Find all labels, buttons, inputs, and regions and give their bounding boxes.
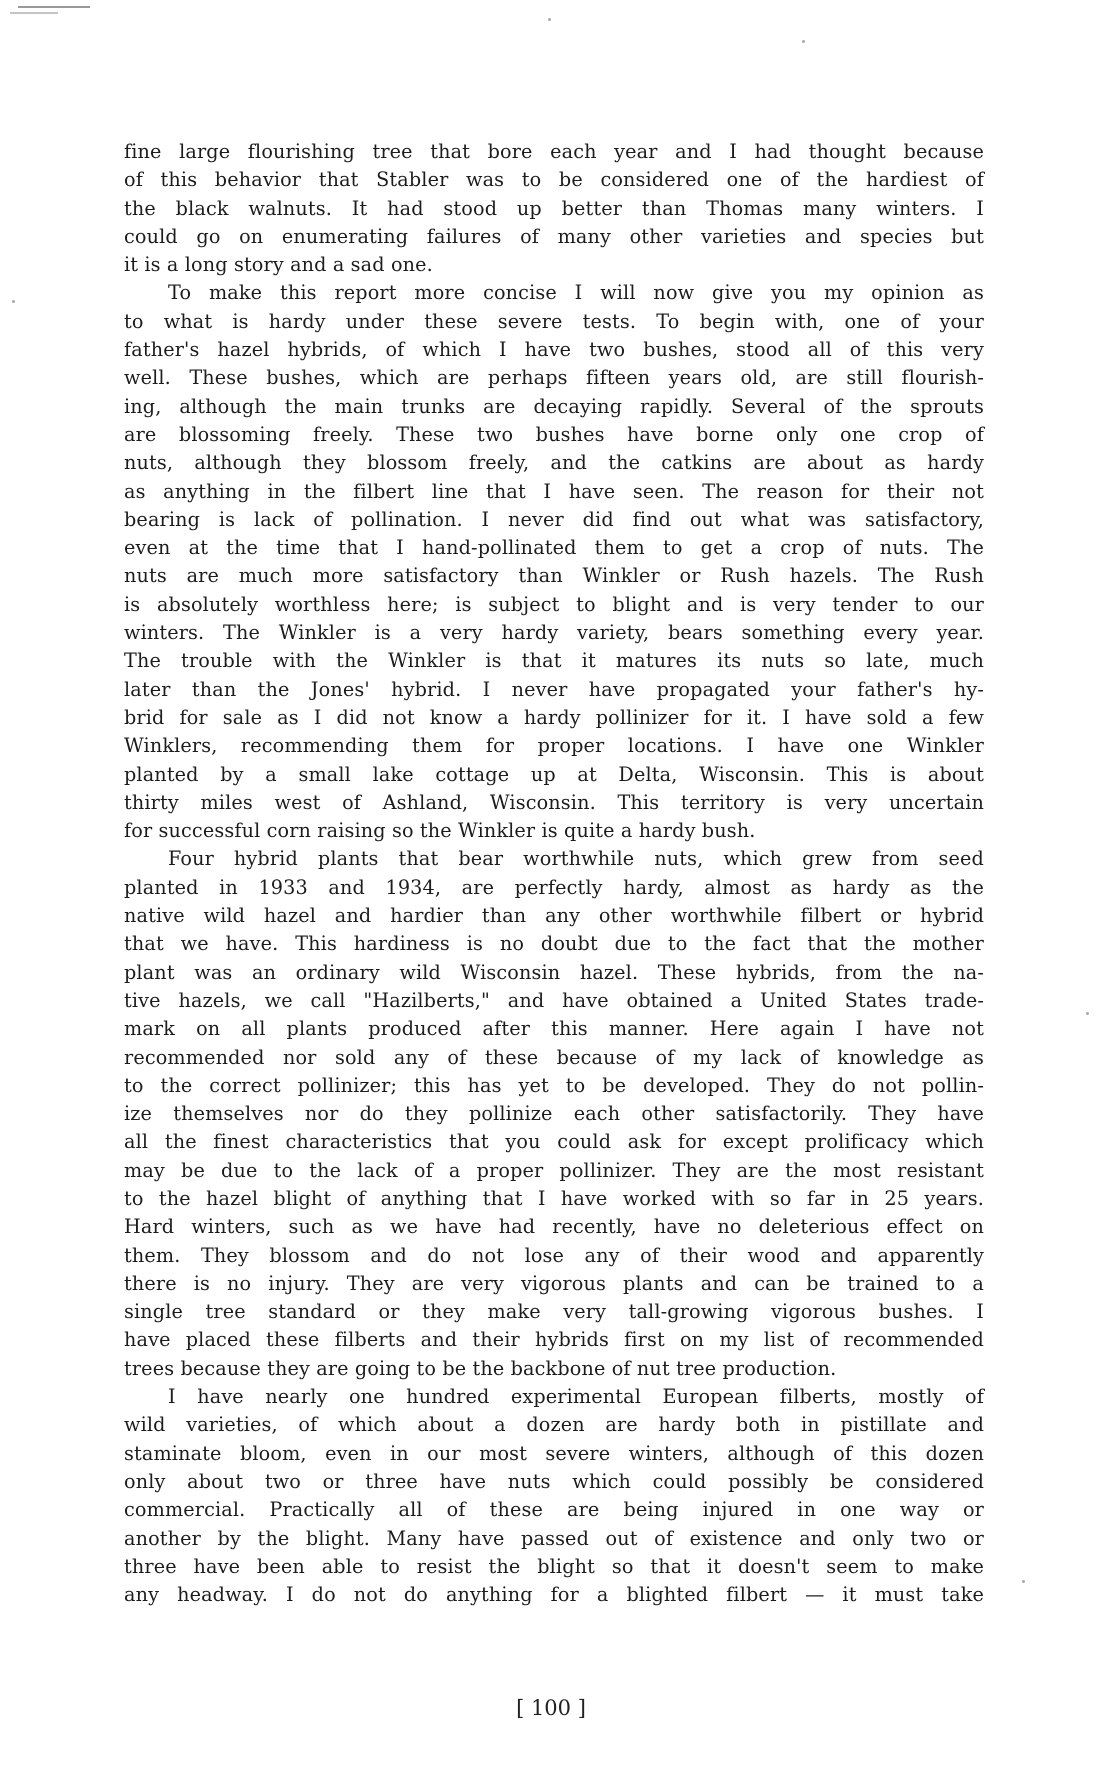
text-line: recommended nor sold any of these because of my lack of knowledge as: [124, 1045, 984, 1069]
text-line: brid for sale as I did not know a hardy pollinizer for it. I have sold a few: [124, 705, 984, 729]
text-line: there is no injury. They are very vigorous plants and can be trained to a: [124, 1271, 984, 1295]
body-text: [124, 138, 984, 1609]
text-line: nuts, although they blossom freely, and the catkins are about as hardy: [124, 451, 984, 475]
scan-speck: [1086, 1012, 1089, 1015]
scan-artifact: [10, 12, 58, 14]
text-line: staminate bloom, even in our most severe winters, although of this dozen: [124, 1441, 984, 1465]
text-line: single tree standard or they make very tall-growing vigorous bushes. I: [124, 1300, 984, 1324]
scan-speck: [802, 40, 805, 43]
text-line: any headway. I do not do anything for a blighted filbert — it must take: [124, 1583, 984, 1607]
text-line: of this behavior that Stabler was to be considered one of the hardiest of: [124, 168, 984, 192]
text-line: the black walnuts. It had stood up better than Thomas many winters. I: [124, 196, 984, 220]
text-line: well. These bushes, which are perhaps fifteen years old, are still flourish-: [124, 366, 984, 390]
text-line: native wild hazel and hardier than any other worthwhile filbert or hybrid: [124, 904, 984, 928]
text-line: thirty miles west of Ashland, Wisconsin. This territory is very uncertain: [124, 790, 984, 814]
text-line: To make this report more concise I will now give you my opinion as: [168, 281, 984, 305]
text-line: are blossoming freely. These two bushes have borne only one crop of: [124, 422, 984, 446]
text-line: tive hazels, we call "Hazilberts," and have obtained a United States trade-: [124, 988, 984, 1012]
text-line: could go on enumerating failures of many other varieties and species but: [124, 224, 984, 248]
text-line: plant was an ordinary wild Wisconsin hazel. These hybrids, from the na-: [124, 960, 984, 984]
text-line: it is a long story and a sad one.: [124, 253, 433, 277]
text-line: to the hazel blight of anything that I have worked with so far in 25 years.: [124, 1186, 984, 1210]
text-line: I have nearly one hundred experimental European filberts, mostly of: [168, 1385, 984, 1409]
scan-artifact: [18, 6, 90, 8]
text-line: Winklers, recommending them for proper locations. I have one Winkler: [124, 734, 984, 758]
text-line: that we have. This hardiness is no doubt due to the fact that the mother: [124, 932, 984, 956]
text-line: Hard winters, such as we have had recently, have no deleterious effect on: [124, 1215, 984, 1239]
text-line: The trouble with the Winkler is that it matures its nuts so late, much: [124, 649, 984, 673]
text-line: ize themselves nor do they pollinize each other satisfactorily. They have: [124, 1102, 984, 1126]
scan-speck: [1022, 1580, 1025, 1583]
text-line: later than the Jones' hybrid. I never have propagated your father's hy-: [124, 677, 984, 701]
text-line: as anything in the filbert line that I have seen. The reason for their not: [124, 479, 984, 503]
text-line: fine large flourishing tree that bore each year and I had thought because: [124, 140, 984, 163]
text-line: to what is hardy under these severe tests. To begin with, one of your: [124, 309, 984, 333]
text-line: commercial. Practically all of these are being injured in one way or: [124, 1498, 984, 1522]
text-line: Four hybrid plants that bear worthwhile nuts, which grew from seed: [168, 847, 984, 871]
text-line: have placed these filberts and their hybrids first on my list of recommended: [124, 1328, 984, 1352]
text-line: ing, although the main trunks are decaying rapidly. Several of the sprouts: [124, 394, 984, 418]
text-line: winters. The Winkler is a very hardy variety, bears something every year.: [124, 621, 984, 645]
text-line: may be due to the lack of a proper pollinizer. They are the most resistant: [124, 1158, 984, 1182]
text-line: only about two or three have nuts which could possibly be considered: [124, 1469, 984, 1493]
text-line: three have been able to resist the blight so that it doesn't seem to make: [124, 1554, 984, 1578]
text-line: planted in 1933 and 1934, are perfectly hardy, almost as hardy as the: [124, 875, 984, 899]
text-line: for successful corn raising so the Winkler is quite a hardy bush.: [124, 819, 756, 843]
text-line: trees because they are going to be the backbone of nut tree production.: [124, 1356, 837, 1380]
text-line: nuts are much more satisfactory than Winkler or Rush hazels. The Rush: [124, 564, 984, 588]
text-line: wild varieties, of which about a dozen are hardy both in pistillate and: [124, 1413, 984, 1437]
text-line: all the finest characteristics that you could ask for except prolificacy which: [124, 1130, 984, 1154]
text-line: planted by a small lake cottage up at Delta, Wisconsin. This is about: [124, 762, 984, 786]
text-line: mark on all plants produced after this manner. Here again I have not: [124, 1017, 984, 1041]
text-line: even at the time that I hand-pollinated them to get a crop of nuts. The: [124, 536, 984, 560]
text-line: bearing is lack of pollination. I never did find out what was satisfactory,: [124, 507, 984, 531]
scan-speck: [12, 300, 15, 303]
text-line: to the correct pollinizer; this has yet to be developed. They do not pollin-: [124, 1073, 984, 1097]
text-line: father's hazel hybrids, of which I have two bushes, stood all of this very: [124, 338, 984, 362]
scan-speck: [548, 18, 551, 21]
text-line: is absolutely worthless here; is subject to blight and is very tender to our: [124, 592, 984, 616]
text-line: them. They blossom and do not lose any of their wood and apparently: [124, 1243, 984, 1267]
text-line: another by the blight. Many have passed out of existence and only two or: [124, 1526, 984, 1550]
page-number: [ 100 ]: [516, 1696, 586, 1720]
